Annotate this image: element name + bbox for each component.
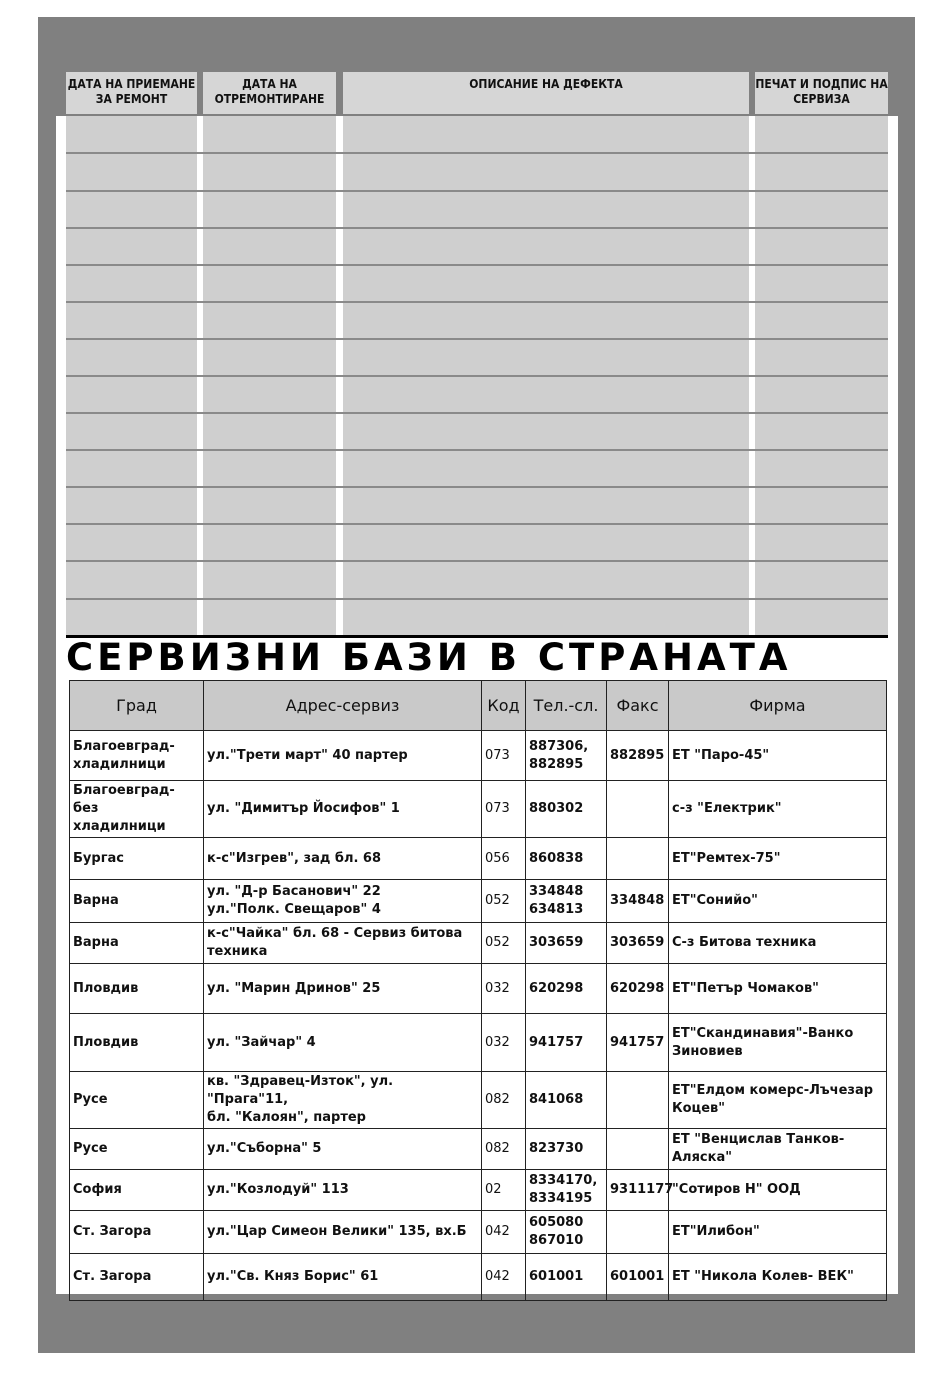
cell-address: ул."Козлодуй" 113 xyxy=(204,1170,482,1211)
log-line xyxy=(66,486,888,488)
column-header-city: Град xyxy=(70,681,204,731)
cell-code: 073 xyxy=(482,781,526,838)
cell-address: к-с"Изгрев", зад бл. 68 xyxy=(204,838,482,880)
log-line xyxy=(66,152,888,154)
cell-address: ул. "Димитър Йосифов" 1 xyxy=(204,781,482,838)
cell-city: Пловдив xyxy=(70,964,204,1014)
cell-code: 056 xyxy=(482,838,526,880)
cell-phone: 941757 xyxy=(526,1014,607,1072)
cell-city: Ст. Загора xyxy=(70,1254,204,1301)
cell-address: ул."Съборна" 5 xyxy=(204,1129,482,1170)
cell-phone: 303659 xyxy=(526,923,607,964)
cell-company: ЕТ"Петър Чомаков" xyxy=(669,964,887,1014)
cell-code: 082 xyxy=(482,1072,526,1129)
cell-address: ул. "Д-р Басанович" 22 ул."Полк. Свещаров" 4 xyxy=(204,880,482,923)
table-row xyxy=(70,1129,887,1170)
cell-company: ЕТ "Паро-45" xyxy=(669,731,887,781)
cell-city: Русе xyxy=(70,1072,204,1129)
cell-city: Русе xyxy=(70,1129,204,1170)
log-line xyxy=(66,523,888,525)
log-header-stamp: ПЕЧАТ И ПОДПИС НА СЕРВИЗА xyxy=(755,72,888,114)
cell-code: 032 xyxy=(482,964,526,1014)
cell-fax xyxy=(607,838,669,880)
cell-city: Ст. Загора xyxy=(70,1211,204,1254)
cell-phone: 841068 xyxy=(526,1072,607,1129)
cell-fax: 334848 xyxy=(607,880,669,923)
log-line xyxy=(66,598,888,600)
repair-log-grid xyxy=(66,116,888,636)
cell-city: Пловдив xyxy=(70,1014,204,1072)
cell-city: София xyxy=(70,1170,204,1211)
cell-fax: 601001 xyxy=(607,1254,669,1301)
cell-fax: 941757 xyxy=(607,1014,669,1072)
cell-code: 032 xyxy=(482,1014,526,1072)
table-row xyxy=(70,923,887,964)
table-row xyxy=(70,1014,887,1072)
table-row xyxy=(70,1211,887,1254)
log-line xyxy=(66,560,888,562)
cell-city: Варна xyxy=(70,923,204,964)
cell-phone: 880302 xyxy=(526,781,607,838)
table-row xyxy=(70,781,887,838)
cell-city: Благоевград-без хладилници xyxy=(70,781,204,838)
cell-company: ЕТ"Скандинавия"-Ванко Зиновиев xyxy=(669,1014,887,1072)
table-row xyxy=(70,838,887,880)
table-row xyxy=(70,1170,887,1211)
table-row xyxy=(70,731,887,781)
cell-company: ЕТ "Венцислав Танков- Аляска" xyxy=(669,1129,887,1170)
cell-phone: 887306, 882895 xyxy=(526,731,607,781)
cell-phone: 601001 xyxy=(526,1254,607,1301)
cell-company: ЕТ"Илибон" xyxy=(669,1211,887,1254)
column-header-address: Адрес-сервиз xyxy=(204,681,482,731)
cell-city: Бургас xyxy=(70,838,204,880)
cell-fax: 882895 xyxy=(607,731,669,781)
cell-company: ЕТ "Никола Колев- ВЕК" xyxy=(669,1254,887,1301)
cell-fax xyxy=(607,1072,669,1129)
log-header-repaired: ДАТА НА ОТРЕМОНТИРАНЕ xyxy=(203,72,336,114)
cell-fax: 620298 xyxy=(607,964,669,1014)
cell-fax xyxy=(607,1129,669,1170)
cell-company: С-з Битова техника xyxy=(669,923,887,964)
table-row xyxy=(70,880,887,923)
log-line xyxy=(66,375,888,377)
cell-code: 042 xyxy=(482,1254,526,1301)
cell-code: 082 xyxy=(482,1129,526,1170)
cell-city: Варна xyxy=(70,880,204,923)
cell-code: 052 xyxy=(482,880,526,923)
table-header-row xyxy=(70,681,887,731)
log-line xyxy=(66,264,888,266)
cell-code: 052 xyxy=(482,923,526,964)
cell-code: 073 xyxy=(482,731,526,781)
table-row xyxy=(70,1254,887,1301)
column-header-fax: Факс xyxy=(607,681,669,731)
column-header-code: Код xyxy=(482,681,526,731)
cell-company: ЕТ"Сонийо" xyxy=(669,880,887,923)
service-table xyxy=(69,680,887,1301)
cell-address: к-с"Чайка" бл. 68 - Сервиз битова техника xyxy=(204,923,482,964)
log-line xyxy=(66,449,888,451)
log-header-defect: ОПИСАНИЕ НА ДЕФЕКТА xyxy=(343,72,749,114)
cell-phone: 605080 867010 xyxy=(526,1211,607,1254)
log-line xyxy=(66,190,888,192)
cell-company: ЕТ"Елдом комерс-Лъчезар Коцев" xyxy=(669,1072,887,1129)
cell-phone: 823730 xyxy=(526,1129,607,1170)
cell-phone: 8334170, 8334195 xyxy=(526,1170,607,1211)
cell-address: ул."Цар Симеон Велики" 135, вх.Б xyxy=(204,1211,482,1254)
cell-phone: 334848 634813 xyxy=(526,880,607,923)
cell-city: Благоевград- хладилници xyxy=(70,731,204,781)
cell-phone: 620298 xyxy=(526,964,607,1014)
column-header-phone: Тел.-сл. xyxy=(526,681,607,731)
cell-address: ул. "Зайчар" 4 xyxy=(204,1014,482,1072)
table-row xyxy=(70,1072,887,1129)
cell-code: 042 xyxy=(482,1211,526,1254)
cell-company: с-з "Електрик" xyxy=(669,781,887,838)
cell-fax xyxy=(607,1211,669,1254)
table-row xyxy=(70,964,887,1014)
cell-address: ул. "Марин Дринов" 25 xyxy=(204,964,482,1014)
log-line xyxy=(66,227,888,229)
log-line xyxy=(66,412,888,414)
cell-company: ЕТ"Ремтех-75" xyxy=(669,838,887,880)
cell-company: "Сотиров Н" ООД xyxy=(669,1170,887,1211)
cell-phone: 860838 xyxy=(526,838,607,880)
column-header-company: Фирма xyxy=(669,681,887,731)
cell-address: ул."Трети март" 40 партер xyxy=(204,731,482,781)
cell-fax xyxy=(607,781,669,838)
cell-code: 02 xyxy=(482,1170,526,1211)
cell-fax: 9311177 xyxy=(607,1170,669,1211)
cell-address: кв. "Здравец-Изток", ул. "Прага"11, бл. "Калоян", партер xyxy=(204,1072,482,1129)
log-line xyxy=(66,338,888,340)
page-title: СЕРВИЗНИ БАЗИ В СТРАНАТА xyxy=(66,636,792,679)
cell-fax: 303659 xyxy=(607,923,669,964)
cell-address: ул."Св. Княз Борис" 61 xyxy=(204,1254,482,1301)
log-header-received: ДАТА НА ПРИЕМАНЕ ЗА РЕМОНТ xyxy=(66,72,197,114)
log-line xyxy=(66,301,888,303)
